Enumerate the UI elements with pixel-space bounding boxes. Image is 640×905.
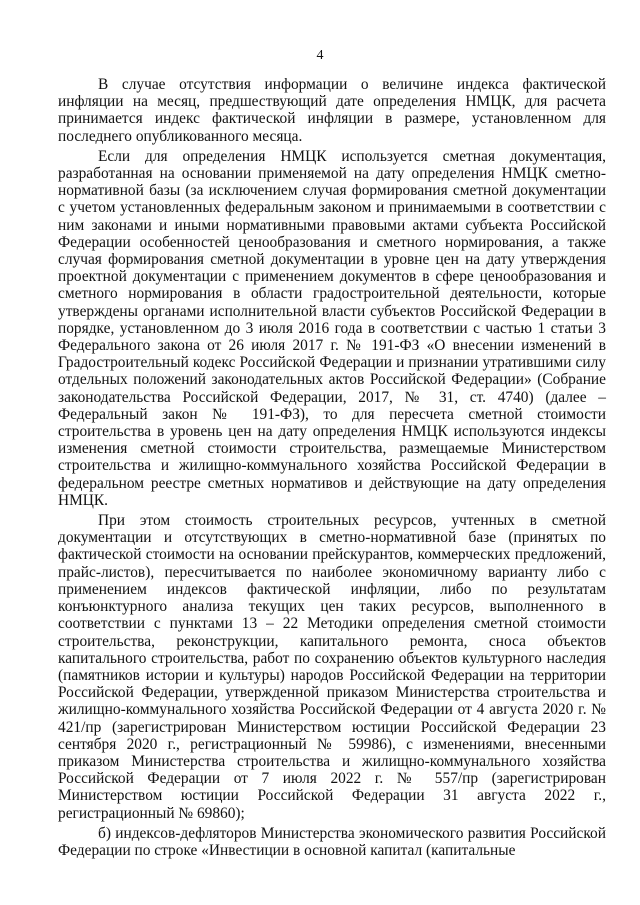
paragraph-deflator-indices: б) индексов-дефляторов Министерства экономического развития Российской Федерации по строке «Инвестиции в основной капитал (капитальные [58,824,606,859]
paragraph-construction-resources: При этом стоимость строительных ресурсов, учтенных в сметной документации и отсутствующих в сметно-нормативной базе (принятых по фактической стоимости на основании прейскурантов, коммерческих предложений, прайс-листов), пересчитывается по наиболее экономичному варианту либо с применением индексов фактической инфляции, либо по результатам конъюнктурного анализа текущих цен таких ресурсов, выполненного в соответствии с пунктами 13 – 22 Методики определения сметной стоимости строительства, реконструкции, капитального ремонта, сноса объектов капитального строительства, работ по сохранению объектов культурного наследия (памятников истории и культуры) народов Российской Федерации на территории Российской Федерации, утвержденной приказом Министерства строительства и жилищно-коммунального хозяйства Российской Федерации от 4 августа 2020 г. № 421/пр (зарегистрирован Министерством юстиции Российской Федерации 23 сентября 2020 г., регистрационный № 59986), с изменениями, внесенными приказом Министерства строительства и жилищно-коммунального хозяйства Российской Федерации от 7 июля 2022 г. № 557/пр (зарегистрирован Министерством юстиции Российской Федерации 31 августа 2022 г., регистрационный № 69860); [58,512,606,822]
paragraph-inflation-index: В случае отсутствия информации о величине индекса фактической инфляции на месяц, предшествующий дате определения НМЦК, для расчета принимается индекс фактической инфляции в размере, установленном для последнего опубликованного месяца. [58,76,606,145]
document-body [58,76,606,862]
page-number: 4 [316,48,324,63]
paragraph-estimate-documentation: Если для определения НМЦК используется сметная документация, разработанная на основании применяемой на дату определения НМЦК сметно-нормативной базы (за исключением случая формирования сметной документации с учетом установленных федеральным законом и принимаемыми в соответствии с ним законами и иными нормативными правовыми актами субъекта Российской Федерации особенностей ценообразования и сметного нормирования, а также случая формирования сметной документации в уровне цен на дату утверждения проектной документации с применением документов в сфере ценообразования и сметного нормирования в области градостроительной деятельности, которые утверждены органами исполнительной власти субъектов Российской Федерации в порядке, установленном до 3 июля 2016 года в соответствии с частью 1 статьи 3 Федерального закона от 26 июля 2017 г. № 191-ФЗ «О внесении изменений в Градостроительный кодекс Российской Федерации и признании утратившими силу отдельных положений законодательных актов Российской Федерации» (Собрание законодательства Российской Федерации, 2017, № 31, ст. 4740) (далее – Федеральный закон № 191-ФЗ), то для пересчета сметной стоимости строительства в уровень цен на дату определения НМЦК используются индексы изменения сметной стоимости строительства, размещаемые Министерством строительства и жилищно-коммунального хозяйства Российской Федерации в федеральном реестре сметных нормативов и действующие на дату определения НМЦК. [58,147,606,509]
